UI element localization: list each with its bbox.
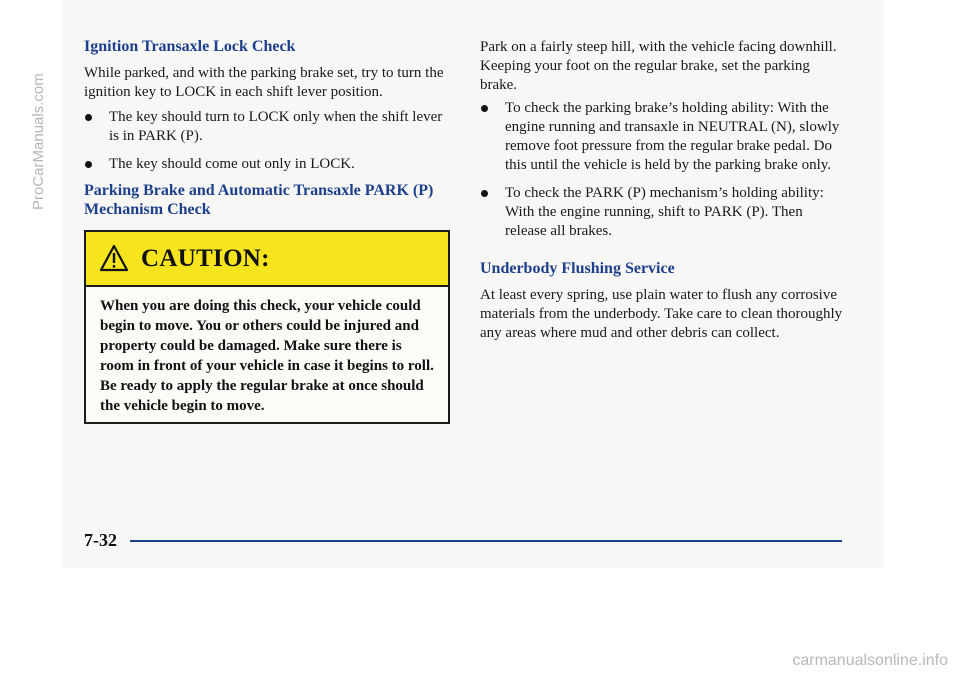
caution-banner bbox=[86, 232, 448, 287]
page-number: 7-32 bbox=[84, 530, 117, 550]
bullet-text: The key should turn to LOCK only when the shift lever is in PARK (P). bbox=[109, 109, 443, 144]
ignition-bullet-list bbox=[84, 108, 450, 174]
bullet-icon bbox=[481, 105, 488, 112]
caution-text: When you are doing this check, your vehicle could begin to move. You or others could be injured and property could be damaged. Make sure there is room in front of your vehicle in case it begins to roll. Be ready to apply the regular brake at once should the vehicle begin to move. bbox=[100, 298, 434, 414]
bullet-icon bbox=[85, 161, 92, 168]
hill-test-bullet-list bbox=[480, 99, 846, 241]
list-item bbox=[480, 99, 846, 175]
bullet-text: To check the parking brake’s holding ability: With the engine running and transaxle in NEUTRAL (N), slowly remove foot pressure from the regular brake pedal. Do this until the vehicle is held by the parking brake only. bbox=[505, 100, 840, 173]
bullet-icon bbox=[481, 190, 488, 197]
ignition-heading: Ignition Transaxle Lock Check bbox=[84, 38, 296, 55]
caution-box bbox=[84, 230, 450, 424]
parking-brake-heading-line2: Mechanism Check bbox=[84, 201, 211, 218]
hill-test-paragraph: Park on a fairly steep hill, with the vehicle facing downhill. Keeping your foot on the regular brake, set the parking brake. bbox=[480, 39, 837, 93]
list-item bbox=[480, 184, 846, 241]
bottom-watermark: carmanualsonline.info bbox=[792, 652, 948, 669]
warning-triangle-icon bbox=[99, 244, 129, 272]
list-item bbox=[84, 155, 450, 174]
bullet-text: The key should come out only in LOCK. bbox=[109, 156, 355, 172]
caution-title: CAUTION: bbox=[141, 245, 270, 272]
bullet-text: To check the PARK (P) mechanism’s holding ability: With the engine running, shift to PARK (P). Then release all brakes. bbox=[505, 185, 824, 239]
side-watermark: ProCarManuals.com bbox=[30, 73, 47, 210]
footer-rule bbox=[130, 540, 842, 542]
ignition-paragraph: While parked, and with the parking brake set, try to turn the ignition key to LOCK in each shift lever position. bbox=[84, 65, 444, 100]
bullet-icon bbox=[85, 114, 92, 121]
underbody-paragraph: At least every spring, use plain water to flush any corrosive materials from the underbody. Take care to clean thoroughly any areas where mud and other debris can collect. bbox=[480, 287, 843, 341]
list-item bbox=[84, 108, 450, 146]
parking-brake-heading-line1: Parking Brake and Automatic Transaxle PARK (P) bbox=[84, 182, 434, 199]
underbody-heading: Underbody Flushing Service bbox=[480, 260, 675, 277]
